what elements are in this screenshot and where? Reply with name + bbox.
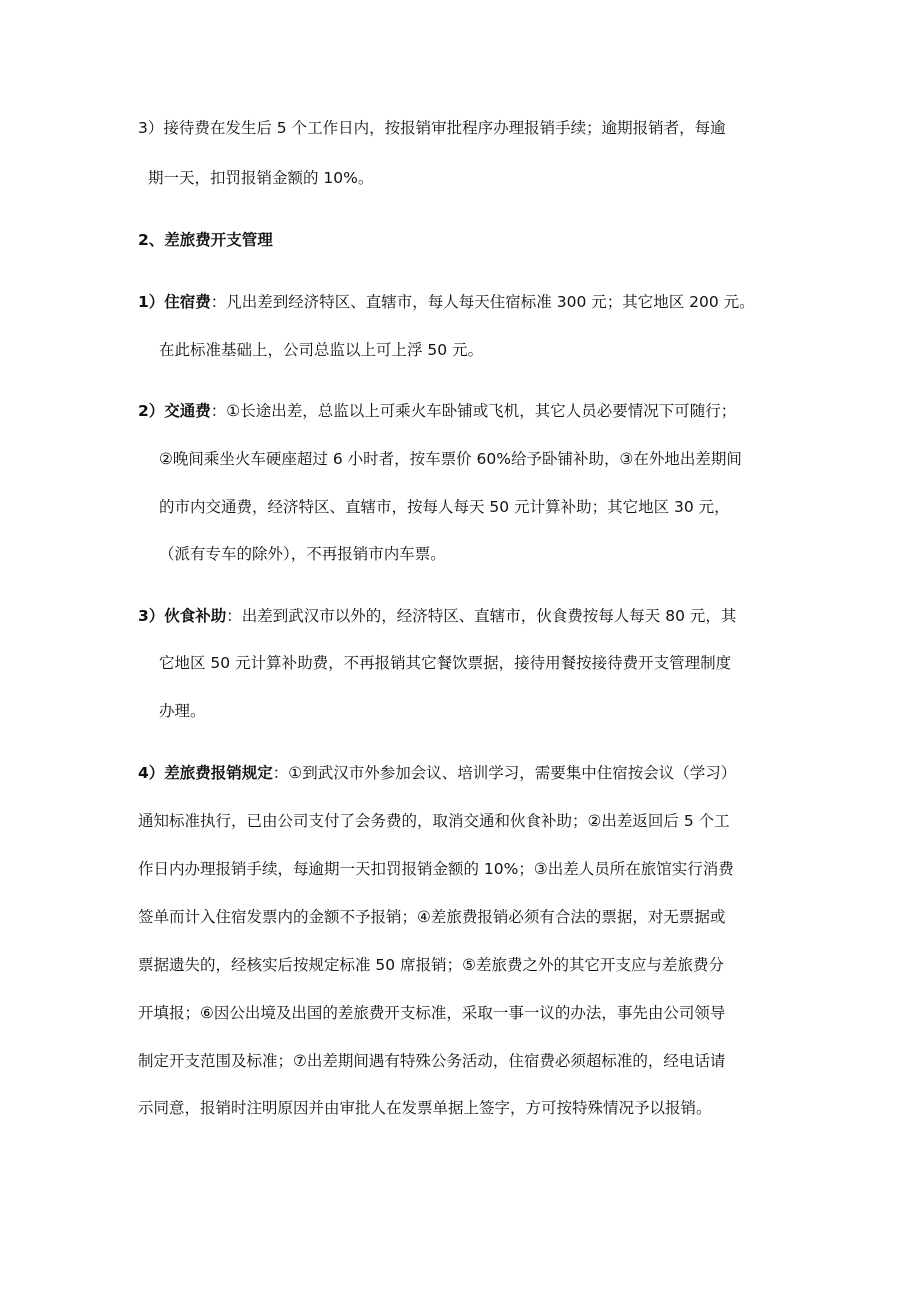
- paragraph-line: ②晚间乘坐火车硬座超过 6 小时者，按车票价 60%给予卧铺补助，③在外地出差期间: [159, 450, 742, 468]
- paragraph-line: 它地区 50 元计算补助费，不再报销其它餐饮票据，接待用餐按接待费开支管理制度: [159, 654, 732, 672]
- item-label: 3）伙食补助: [138, 607, 227, 625]
- paragraph-line: 通知标准执行，已由公司支付了会务费的，取消交通和伙食补助；②出差返回后 5 个工: [138, 812, 730, 830]
- paragraph-line: （派有专车的除外），不再报销市内车票。: [159, 545, 446, 563]
- paragraph-line: 期一天，扣罚报销金额的 10%。: [148, 169, 374, 187]
- paragraph-line: 开填报；⑥因公出境及出国的差旅费开支标准，采取一事一议的办法，事先由公司领导: [138, 1004, 726, 1022]
- item-label: 1）住宿费: [138, 293, 211, 311]
- paragraph-line: [138, 291, 755, 313]
- item-text: ：①长途出差，总监以上可乘火车卧铺或飞机，其它人员必要情况下可随行；: [210, 402, 737, 420]
- paragraph-line: 办理。: [159, 702, 206, 720]
- item-text: ：凡出差到经济特区、直辖市，每人每天住宿标准 300 元；其它地区 200 元。: [210, 293, 755, 311]
- paragraph-line: [138, 762, 736, 784]
- paragraph-line: [138, 400, 736, 422]
- paragraph-line: 制定开支范围及标准；⑦出差期间遇有特殊公务活动，住宿费必须超标准的，经电话请: [138, 1052, 726, 1070]
- paragraph-line: 3）接待费在发生后 5 个工作日内，按报销审批程序办理报销手续；逾期报销者，每逾: [138, 119, 726, 137]
- paragraph-line: [138, 605, 736, 627]
- item-text: ：①到武汉市外参加会议、培训学习，需要集中住宿按会议（学习）: [272, 764, 737, 782]
- item-text: ：出差到武汉市以外的，经济特区、直辖市，伙食费按每人每天 80 元，其: [226, 607, 737, 625]
- item-label: 4）差旅费报销规定: [138, 764, 273, 782]
- item-label: 2）交通费: [138, 402, 211, 420]
- section-heading: 2、差旅费开支管理: [138, 231, 273, 249]
- paragraph-line: 的市内交通费，经济特区、直辖市，按每人每天 50 元计算补助；其它地区 30 元，: [159, 498, 730, 516]
- paragraph-line: 示同意，报销时注明原因并由审批人在发票单据上签字，方可按特殊情况予以报销。: [138, 1099, 712, 1117]
- paragraph-line: 签单而计入住宿发票内的金额不予报销；④差旅费报销必须有合法的票据，对无票据或: [138, 908, 726, 926]
- paragraph-line: 在此标准基础上，公司总监以上可上浮 50 元。: [159, 341, 484, 359]
- paragraph-line: 作日内办理报销手续，每逾期一天扣罚报销金额的 10%；③出差人员所在旅馆实行消费: [138, 860, 734, 878]
- paragraph-line: 票据遗失的，经核实后按规定标准 50 席报销；⑤差旅费之外的其它开支应与差旅费分: [138, 956, 724, 974]
